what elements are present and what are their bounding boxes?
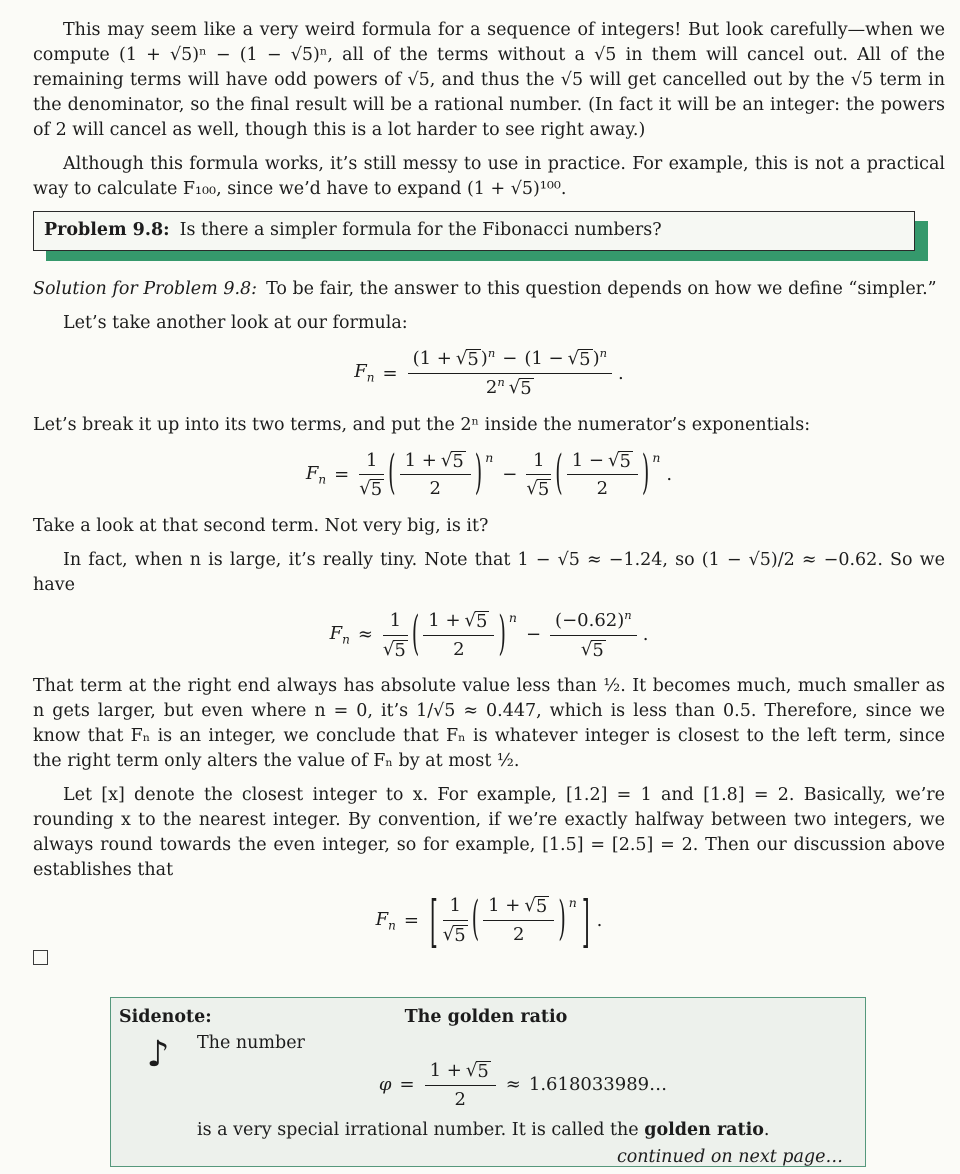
math-token: 2 [513,924,525,946]
radical-sign: √ [440,449,453,471]
exponent-n: n [485,449,494,465]
math-token: F [329,623,343,645]
math-token: 1 [449,895,461,917]
math-token: 1 [533,449,545,471]
radicand: 5 [619,450,631,472]
radical-sign: √ [508,376,521,398]
left-bracket: [ [429,886,438,955]
denominator [423,636,494,661]
paragraph-second-term: Take a look at that second term. Not very big, is it? [33,515,489,536]
numerator [443,895,468,921]
math-token: n [318,472,327,487]
sqrt-5 [526,479,551,500]
parenthesized-term [386,446,484,501]
denominator [567,475,638,500]
formula-golden-ratio [197,1060,849,1110]
sidenote-content [197,1031,853,1170]
numerator [526,450,551,476]
numerator [400,450,471,476]
math-token: 2 [453,638,465,660]
sidenote-paragraph-number: The number [197,1033,305,1053]
left-paren: ( [555,446,563,501]
period: . [666,463,673,485]
equals-sign: = [403,909,419,931]
math-token: (−0.62) [555,609,625,631]
numerator [383,610,408,636]
formula-two-terms [33,446,945,501]
paragraph-right-term: That term at the right end always has absolute value less than ½. It becomes much, much smaller as n gets larger, but even where n = 0, it’s 1/√5 ≈ 0.447, which is less than 0.5. Therefore, since we know that Fₙ is an integer, we conclude that Fₙ is whatever integer is closest to the left term, since the right term only alters the value of Fₙ by at most ½. [33,676,945,772]
sidenote-header [119,1005,853,1031]
sqrt-5 [456,349,481,370]
exponent-n: n [652,449,661,465]
numerator [483,895,554,921]
math-token: 2 [429,478,441,500]
sqrt-5 [465,611,490,632]
exponent-n: n [508,609,517,625]
math-token: F [354,361,367,383]
right-paren: ) [558,892,566,947]
sqrt-5 [441,451,466,472]
exponent-n: n [487,346,496,360]
sidenote-paragraph-special [197,1118,849,1143]
minus-sign: − [502,348,518,369]
numerator [359,450,384,476]
sqrt-5 [608,451,633,472]
math-token: ) [592,348,600,369]
period: . [596,909,603,931]
text-segment: . [763,1120,770,1141]
problem-text: Is there a simpler formula for the Fibonacci numbers? [179,220,662,240]
radical-sign: √ [580,638,593,660]
numerator [423,610,494,636]
radical-sign: √ [464,609,477,631]
math-token: 2 [485,376,498,398]
phi-symbol: φ [378,1074,392,1096]
fraction-golden [483,895,554,945]
fraction-one-over-sqrt5 [359,450,384,500]
approx-sign: ≈ [505,1074,521,1096]
math-token: n [366,370,375,385]
problem-box [33,211,915,251]
fraction-golden [423,610,494,660]
fraction-one-over-sqrt5 [526,450,551,500]
denominator [526,475,551,500]
paragraph-break-up: Let’s break it up into its two terms, and put the 2ⁿ inside the numerator’s exponentials: [33,414,811,435]
radical-sign: √ [442,923,455,945]
radicand: 5 [537,479,550,501]
exponent-n: n [599,346,608,360]
sqrt-5 [359,479,384,500]
formula-binet-closed-form [33,348,945,399]
math-token: F [375,908,389,930]
math-token: ) [480,348,488,369]
math-token: n [342,632,350,647]
denominator [383,636,408,661]
numerator [550,607,637,636]
fraction-golden [400,450,471,500]
parenthesized-term [470,892,568,947]
math-fraction [408,348,612,399]
solution-lead-label: Solution for Problem 9.8: [33,279,258,299]
radical-sign: √ [526,478,538,500]
radical-sign: √ [382,638,395,660]
solution-lead-text: To be fair, the answer to this question depends on how we define “simpler.” [266,279,937,299]
parenthesized-term [553,446,651,501]
radical-sign: √ [607,449,620,471]
radicand: 5 [579,349,591,370]
denominator [550,636,637,661]
parenthesized-term [410,607,508,662]
radical-sign: √ [465,1060,478,1081]
problem-label: Problem 9.8: [44,220,170,240]
math-token: (1 + [412,348,452,369]
radicand: 5 [535,896,548,918]
numerator [567,450,638,476]
radical-sign: √ [359,478,371,500]
math-token: F [305,462,319,484]
sidenote-box [110,997,866,1167]
math-token: 1 [365,449,378,471]
exponent-n: n [497,374,505,389]
radicand: 5 [476,610,488,632]
left-paren: ( [388,446,396,501]
math-token: 2 [454,1088,466,1110]
sqrt-5 [568,349,593,370]
continued-note: continued on next page… [616,1147,843,1168]
left-paren: ( [471,892,480,947]
golden-ratio-term: golden ratio [644,1120,764,1141]
math-F-n [330,623,350,647]
end-of-solution-marker [33,950,48,965]
fraction-one-over-sqrt5 [443,895,468,945]
sqrt-5 [509,378,534,399]
minus-sign: − [525,624,542,646]
denominator [425,1086,496,1111]
exponent-n: n [624,607,632,622]
formula-nearest-integer [33,886,945,955]
text-segment: is a very special irrational number. It is called the [197,1120,645,1141]
period: . [642,624,649,646]
math-F-n [376,909,396,933]
math-token: 1 [389,609,402,631]
numerator [408,348,612,374]
math-token: 1 + [429,1060,462,1081]
sidenote-title: The golden ratio [404,1007,568,1027]
equals-sign: = [334,463,350,485]
math-token: n [388,918,396,933]
equals-sign: = [382,362,398,384]
radical-sign: √ [524,895,536,917]
left-paren: ( [411,607,420,662]
right-paren: ) [641,446,650,501]
radical-sign: √ [455,348,468,369]
exponent-n: n [568,895,577,911]
sqrt-5 [383,640,408,661]
radicand: 5 [454,924,466,946]
radicand: 5 [477,1061,489,1082]
radicand: 5 [370,479,383,501]
sqrt-5 [524,896,549,917]
golden-ratio-value: 1.618033989… [528,1074,668,1096]
sqrt-5 [581,640,606,661]
numerator [425,1060,496,1086]
denominator [443,921,468,946]
math-token: 1 + [488,895,521,917]
denominator [408,374,612,399]
fraction-golden [425,1060,496,1110]
sidenote-label: Sidenote: [119,1007,212,1027]
fraction-conjugate [567,450,638,500]
sidenote-body [119,1031,853,1170]
right-paren: ) [474,446,483,501]
formula-approximation [33,607,945,662]
math-token: 1 − [571,449,604,471]
minus-sign: − [502,463,518,485]
bracketed-term [441,892,579,947]
sqrt-5 [466,1061,491,1082]
math-F-n [306,463,326,487]
right-bracket: ] [581,886,590,955]
radicand: 5 [592,639,604,661]
math-token: (1 − [524,348,564,369]
sqrt-5 [443,925,468,946]
math-F-n [354,361,374,385]
denominator [400,475,471,500]
math-token: 1 + [404,449,437,471]
paragraph-nearest-integer: Let [x] denote the closest integer to x. For example, [1.2] = 1 and [1.8] = 2. Basically, we’re rounding x to the nearest integer. By convention, if we’re exactly halfway between two integers, we always round towards the even integer, so for example, [1.5] = [2.5] = 2. Then our discussion above establishes that [33,785,945,881]
paragraph-in-fact: In fact, when n is large, it’s really tiny. Note that 1 − √5 ≈ −1.24, so (1 − √5)/2 ≈ −0.62. So we have [33,549,945,595]
paragraph-another-look: Let’s take another look at our formula: [63,313,408,333]
radicand: 5 [452,450,464,472]
math-token: 1 + [428,609,461,631]
period: . [618,362,624,384]
equals-sign: = [399,1074,415,1096]
fraction-small-term [550,607,637,661]
radicand: 5 [467,349,479,370]
paragraph-weird-formula: This may seem like a very weird formula for a sequence of integers! But look carefully—when we compute (1 + √5)ⁿ − (1 − √5)ⁿ, all of the terms without a √5 in them will cancel out. All of the remaining terms will have odd powers of √5, and thus the √5 will get cancelled out by the √5 term in the denominator, so the final result will be a rational number. (In fact it will be an integer: the powers of 2 will cancel as well, though this is a lot harder to see right away.) [33,20,945,140]
math-token: 2 [596,478,609,500]
approx-sign: ≈ [357,624,373,646]
paragraph-messy-formula: Although this formula works, it’s still messy to use in practice. For example, this is not a practical way to calculate F₁₀₀, since we’d have to expand (1 + √5)¹⁰⁰. [33,154,945,199]
radical-sign: √ [567,348,580,369]
radicand: 5 [520,377,532,399]
music-note-icon: ♪ [146,1034,170,1075]
denominator [483,921,554,946]
right-paren: ) [498,607,506,662]
paragraph-solution-lead [33,277,945,302]
fraction-one-over-sqrt5 [383,610,408,660]
radicand: 5 [394,639,406,661]
denominator [359,475,384,500]
